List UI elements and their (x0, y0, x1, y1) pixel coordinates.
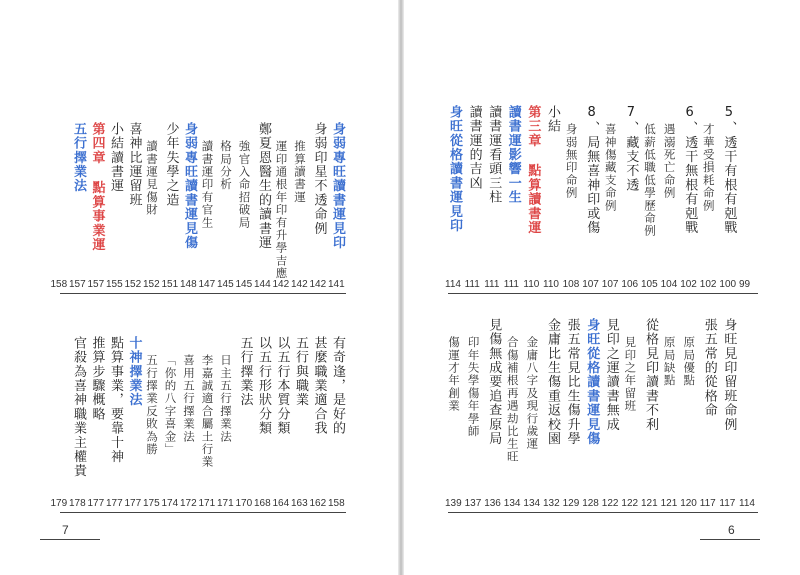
toc-entry-title: 李嘉誠適合屬土行業 (200, 354, 215, 469)
toc-page-number: 175 (143, 498, 160, 509)
toc-page-number: 179 (50, 498, 68, 509)
toc-page-number: 117 (699, 498, 716, 509)
toc-entry-title: 身弱無印命例 (564, 123, 579, 200)
toc-page-number: 107 (582, 279, 599, 290)
toc-entry-title: 身弱專旺讀書運見印 (330, 122, 345, 250)
toc-entry-title: 傷運才年創業 (447, 336, 461, 413)
toc-page-number: 142 (272, 279, 290, 290)
toc-page-number: 164 (272, 498, 290, 509)
toc-entry-title: 運印通根年印有升學吉應 (274, 140, 289, 280)
toc-page-number: 147 (198, 279, 216, 290)
toc-page-number: 177 (124, 498, 142, 509)
toc-entry-title: 才華受損耗命例 (701, 123, 716, 212)
toc-page-number: 108 (562, 279, 580, 290)
toc-page-number: 132 (543, 498, 560, 509)
toc-page-number: 120 (680, 498, 697, 509)
toc-page-number: 102 (699, 279, 717, 290)
left-bottom-page-numbers (0, 496, 400, 512)
toc-entry-title: 「你的八字喜金」 (163, 354, 178, 456)
toc-entry-title: 金庸比生傷重返校園 (545, 318, 560, 446)
toc-entry-title: 讀書運印有官生 (200, 140, 215, 229)
right-top-rule (448, 293, 758, 294)
toc-entry-title: 身旺從格讀書運見印 (447, 105, 462, 233)
toc-entry-title: 少年失學之造 (163, 122, 179, 208)
toc-page-number: 171 (217, 498, 234, 509)
toc-entry-title: 7、藏支不透 (623, 105, 639, 193)
toc-entry-title: 讀書運見傷財 (145, 140, 159, 217)
toc-page-number: 128 (582, 498, 599, 509)
left-page-number: 7 (62, 523, 69, 537)
left-top-page-numbers (0, 277, 400, 293)
toc-entry-title: 張五常的從格命 (701, 318, 717, 418)
toc-entry-title: 8、局無喜神印或傷 (584, 105, 600, 235)
toc-page-number: 111 (464, 279, 480, 290)
toc-entry-title: 五行擇業法 (71, 122, 86, 193)
toc-page-number: 136 (484, 498, 501, 509)
toc-entry-title: 讀書運看頭三柱 (486, 105, 502, 205)
toc-page-number: 129 (562, 498, 580, 509)
toc-entry-title: 五行擇業反敗為勝 (145, 354, 159, 456)
toc-entry-title: 有奇逢，是好的 (330, 336, 345, 436)
left-footer-rule (40, 539, 100, 540)
toc-page-number: 122 (621, 498, 639, 509)
toc-entry-title: 十神擇業法 (126, 336, 142, 407)
toc-page-number: 168 (254, 498, 271, 509)
toc-page-number: 110 (543, 279, 559, 290)
toc-entry-title: 推算讀書運 (293, 140, 307, 204)
toc-page-number: 142 (291, 279, 308, 290)
toc-entry-title: 小結 (545, 105, 560, 134)
right-page-number: 6 (728, 523, 735, 537)
toc-entry-title: 從格見印讀書不利 (643, 318, 658, 432)
toc-entry-title: 喜用五行擇業法 (182, 354, 196, 443)
toc-entry-title: 推算步驟概略 (89, 336, 105, 422)
toc-entry-title: 讀書運的吉凶 (466, 105, 482, 191)
toc-entry-title: 原局優點 (682, 336, 697, 387)
toc-page-number: 106 (621, 279, 639, 290)
toc-entry-title: 鄭夏恩醫生的讀書運 (256, 122, 271, 250)
toc-page-number: 178 (69, 498, 86, 509)
toc-entry-title: 以五行形狀分類 (256, 336, 271, 436)
toc-entry-title: 遇溺死亡命例 (662, 123, 677, 200)
right-bottom-page-numbers (400, 496, 800, 512)
toc-page-number: 144 (254, 279, 271, 290)
left-top-rule (60, 293, 346, 294)
toc-page-number: 105 (641, 279, 658, 290)
toc-page-number: 148 (180, 279, 197, 290)
toc-page-number: 177 (87, 498, 105, 509)
toc-page-number: 177 (106, 498, 123, 509)
toc-page-number: 145 (235, 279, 253, 290)
toc-page-number: 152 (124, 279, 142, 290)
toc-page-number: 121 (660, 498, 678, 509)
toc-entry-title: 讀書運影響一生 (505, 105, 521, 205)
toc-page-number: 174 (161, 498, 179, 509)
toc-page-number: 107 (601, 279, 619, 290)
toc-entry-title: 日主五行擇業法 (219, 354, 233, 443)
toc-page-number: 117 (719, 498, 736, 509)
toc-page-number: 111 (484, 279, 500, 290)
toc-page-number: 155 (106, 279, 123, 290)
toc-page-number: 134 (523, 498, 541, 509)
toc-page-number: 158 (328, 498, 345, 509)
toc-entry-title: 6、透干無根有剋戰 (682, 105, 698, 235)
toc-page-number: 139 (445, 498, 462, 509)
toc-page-number: 137 (464, 498, 482, 509)
toc-page-number: 158 (50, 279, 68, 290)
toc-entry-title: 印年失學傷年學師 (466, 336, 481, 438)
toc-entry-title: 見傷無成要追查原局 (486, 318, 502, 446)
toc-entry-title: 身旺從格讀書運見傷 (584, 318, 600, 446)
toc-entry-title: 第三章 點算讀書運 (525, 105, 541, 235)
right-bottom-rule (448, 512, 758, 513)
toc-page-number: 152 (143, 279, 160, 290)
toc-page-number: 157 (69, 279, 86, 290)
toc-page-number: 157 (87, 279, 105, 290)
toc-entry-title: 身弱印星不透命例 (311, 122, 327, 236)
toc-page-number: 142 (309, 279, 327, 290)
toc-entry-title: 點算事業，要靠十神 (108, 336, 123, 464)
toc-page-number: 121 (641, 498, 658, 509)
toc-entry-title: 喜神比運留班 (126, 122, 142, 208)
toc-page-number: 163 (291, 498, 308, 509)
toc-page-number: 102 (680, 279, 697, 290)
toc-page-number: 171 (198, 498, 216, 509)
toc-page-number: 134 (503, 498, 521, 509)
toc-entry-title: 五行與職業 (293, 336, 308, 407)
toc-page-number: 99 (739, 279, 751, 290)
toc-page-number: 111 (503, 279, 519, 290)
toc-entry-title: 官殺為喜神職業主權貴 (71, 336, 86, 478)
right-top-page-numbers (400, 277, 800, 293)
toc-entry-title: 身弱專旺讀書運見傷 (182, 122, 197, 250)
toc-page-number: 145 (217, 279, 234, 290)
toc-page-number: 100 (719, 279, 737, 290)
toc-page-number: 110 (523, 279, 540, 290)
toc-page-number: 114 (445, 279, 461, 290)
toc-page-number: 141 (328, 279, 345, 290)
toc-entry-title: 甚麼職業適合我 (311, 336, 327, 436)
toc-entry-title: 低薪低職低學歷命例 (643, 123, 657, 238)
toc-entry-title: 5、透干有根有剋戰 (721, 105, 737, 235)
toc-page-number: 170 (235, 498, 253, 509)
toc-entry-title: 張五常見比生傷升學 (564, 318, 580, 446)
toc-page-number: 172 (180, 498, 197, 509)
toc-entry-title: 原局缺點 (662, 336, 677, 387)
toc-entry-title: 五行擇業法 (237, 336, 253, 407)
toc-entry-title: 見印之運讀書無成 (603, 318, 619, 432)
right-footer-rule (700, 539, 760, 540)
left-bottom-rule (60, 512, 346, 513)
toc-entry-title: 第四章 點算事業運 (89, 122, 105, 252)
toc-entry-title: 身旺見印留班命例 (721, 318, 737, 432)
toc-page-number: 151 (161, 279, 179, 290)
toc-entry-title: 合傷補根再遇劫比生旺 (505, 336, 520, 463)
toc-entry-title: 金庸八字及現行歲運 (525, 336, 540, 451)
toc-entry-title: 以五行本質分類 (274, 336, 290, 436)
toc-entry-title: 強官入命招破局 (237, 140, 252, 229)
toc-entry-title: 小結讀書運 (108, 122, 123, 193)
toc-page-number: 104 (660, 279, 678, 290)
toc-page-number: 122 (601, 498, 619, 509)
toc-entry-title: 見印之年留班 (623, 336, 638, 413)
toc-page-number: 114 (739, 498, 755, 509)
toc-page-number: 162 (309, 498, 327, 509)
toc-entry-title: 喜神傷藏支命例 (603, 123, 618, 212)
toc-entry-title: 格局分析 (219, 140, 233, 191)
